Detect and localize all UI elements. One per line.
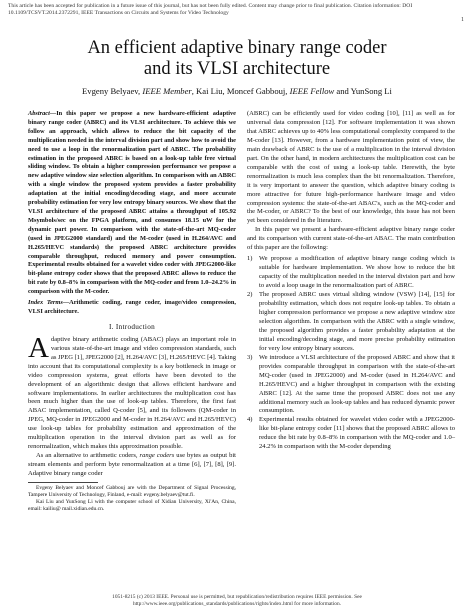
list-item-number: 2) <box>247 291 253 299</box>
abstract <box>28 110 236 297</box>
copyright-line-2: http://www.ieee.org/publications_standards/publications/rights/index.html for more information. <box>132 600 342 607</box>
index-terms-label: Index Terms <box>28 299 63 307</box>
author-3-role: IEEE Fellow <box>289 86 335 96</box>
footnote-affiliation-1: Evgeny Belyaev and Moncef Gabbouj are with the Department of Signal Processing, Tampere University of Technology, Finland, e-mail: evgeny.belyaev@tut.fi. <box>28 485 236 499</box>
list-item <box>247 416 455 452</box>
list-item <box>247 354 455 417</box>
author-list <box>30 86 444 96</box>
right-column <box>247 110 455 452</box>
list-item-text: Experimental results obtained for wavelet video coder with a JPEG2000-like bit-plane entropy coder [11] shows that the proposed ABRC allows to reduce the bit rate by 0.8–8% in comparison with the MQ-coder and 1.0–24.2% in comparison with the M-coder depending <box>259 416 455 451</box>
intro-paragraph-2-text-a: As an alternative to arithmetic coders, <box>36 452 140 460</box>
contributions-list <box>247 255 455 452</box>
intro-paragraph-1 <box>28 331 236 452</box>
intro-paragraph-2-emphasis: range coders <box>139 452 175 460</box>
footnote-divider <box>28 482 98 483</box>
intro-paragraph-2-text-b: use bytes as output bit stream elements and perform byte renormalization at a time [6], [7], [8], [9]. Adaptive binary range coder <box>28 452 236 478</box>
author-1-role: IEEE Member <box>142 86 192 96</box>
author-2-3: , Kai Liu, Moncef Gabbouj, <box>191 86 290 96</box>
intro-paragraph-1-text: daptive binary arithmetic coding (ABAC) plays an important role in various state-of-the-art image and video compression standards, such as JPEG [1], JPEG2000 [2], H.264/AVC [3], H.265/HEVC [4]. Taking into account that its computational complexity is a key bottleneck in image or video compression systems, great efforts have been devoted to the development of an algorithmic design that allows efficient hardware and software implementations. In earlier architectures the multiplication cost has been much higher than the use of look-up tables. Therefore, the first fast ABAC implementation, called Q-coder [5], and its followers (QM-coder in JPEG, MQ-coder in JPEG2000 and M-coder in H.264/AVC and H.265/HEVC) use look-up tables for probability estimation and approximation of the multiplication operation in the interval division part as well as for renormalization, which makes this approximation possible. <box>28 335 236 451</box>
title-line-2: and its VLSI architecture <box>143 59 331 79</box>
abstract-label: Abstract <box>28 110 50 117</box>
list-item <box>247 255 455 291</box>
list-item-text: We propose a modification of adaptive binary range coding which is suitable for hardware implementation. We show how to reduce the bit capacity of the multiplication needed in the interval division part and how to avoid a loop usage in the renormalization part of ABRC. <box>259 255 455 290</box>
left-column <box>28 110 236 513</box>
index-terms-text: —Arithmetic coding, range coder, image/video compression, VLSI architecture. <box>28 299 236 315</box>
paper-title <box>40 38 434 80</box>
copyright-line-1: 1051-8215 (c) 2013 IEEE. Personal use is permitted, but republication/redistribution requires IEEE permission. See <box>112 594 362 600</box>
right-paragraph-1: (ABRC) can be efficiently used for video coding [10], [11] as well as for universal data compression [12]. For software implementation it was shown that ABRC achieves up to 40% less computational complexity compared to the M-coder [13]. However, from a hardware implementation point of view, the main drawback of ABRC is the use of a multiplication in the interval division part. On the other hand, in modern architectures the multiplication cost can be comparable with the cost of using a look-up table. Herewith, the byte renormalization is much less complex than the bit renormalization. Therefore, it is very important to answer the question, which adaptive binary coding is more attractive for future high-performance hardware image and video compression systems: the state-of-the-art ABAC's, such as the MQ-coder and the M-coder, or ABRC? To the best of our knowledge, this issue has not been yet been considered in the literature. <box>247 110 455 225</box>
publication-notice: This article has been accepted for publication in a future issue of this journal, but has not been fully edited. Content may change prior to final publication. Citation information: DOI 10.1109/TCSVT.2014.2372291, IEEE Transactions on Circuits and Systems for Video Technology <box>8 3 413 16</box>
section-heading-introduction: I. Introduction <box>108 322 156 331</box>
index-terms <box>28 299 236 317</box>
right-paragraph-2: In this paper we present a hardware-efficient adaptive binary range coder and its comparison with current state-of-the-art ABAC. The main contribution of this paper are the following: <box>247 226 455 252</box>
list-item-text: The proposed ABRC uses virtual sliding window (VSW) [14], [15] for probability estimation, which does not require look-up tables. To obtain a higher compression performance we propose a new adaptive window size selection algorithm. In comparison with the ABRC with a single window, the proposed algorithm provides a faster probability adaptation at the initial encoding/decoding stage, and more precise probability estimation for very low entropy binary sources. <box>259 291 455 352</box>
copyright-footer <box>60 594 414 607</box>
drop-cap: A <box>28 331 49 364</box>
list-item <box>247 291 455 354</box>
footnote-affiliation-2: Kai Liu and YunSong Li with the computer school of Xidian University, Xi'An, China, email: kailiu@ mail.xidian.edu.cn. <box>28 499 236 513</box>
title-line-1: An efficient adaptive binary range coder <box>87 38 387 58</box>
author-1: Evgeny Belyaev, <box>82 86 143 96</box>
list-item-number: 4) <box>247 416 253 424</box>
list-item-number: 1) <box>247 255 253 263</box>
author-4: and YunSong Li <box>334 86 392 96</box>
abstract-text: —In this paper we propose a new hardware-efficient adaptive binary range coder (ABRC) and its VLSI architecture. To achieve this we follow an approach, which allows to reduce the bit capacity of the multiplication needed in the interval division part and show how to avoid the need to use a loop in the renormalization part of ABRC. The probability estimation in the proposed ABRC is based on a look-up table free virtual sliding window. To obtain a higher compression performance we propose a new adaptive window size selection algorithm. In comparison with an ABRC with a single window the proposed system provides a faster probability adaptation at the initial encoding/decoding stage, and more accurate probability estimation for very low entropy binary sources. We show that the VLSI architecture of the proposed ABRC attains a throughput of 105.92 Msymbols/sec on the FPGA platform, and consumes 18.15 uW for the dynamic part power. In comparison with the state-of-the-art MQ-coder (used in JPEG2000 standard) and the M-coder (used in H.264/AVC and H.265/HEVC standards) the proposed ABRC architecture provides comparable throughput, reduced memory and power consumption. Experimental results obtained for a wavelet video coder with JPEG2000-like bit-plane entropy coder shows that the proposed ABRC allows to reduce the bit rate by 0.8–8% in comparison with the MQ-coder and from 1.0–24.2% in comparison with the M-coder. <box>28 110 236 296</box>
page-number: 1 <box>461 17 464 23</box>
intro-paragraph-2 <box>28 452 236 479</box>
list-item-number: 3) <box>247 353 253 361</box>
list-item-text: We introduce a VLSI architecture of the proposed ABRC and show that it provides comparable throughput in comparison with the state-of-the-art MQ-coder (used in JPEG2000) and M-coder (used in H.264/AVC and H.265/HEVC) and a higher throughput in comparison with the existing ABRC [12]. At the same time the proposed ABRC does not use any additional memory such as look-up tables and has reduced dynamic power consumption. <box>259 353 455 415</box>
